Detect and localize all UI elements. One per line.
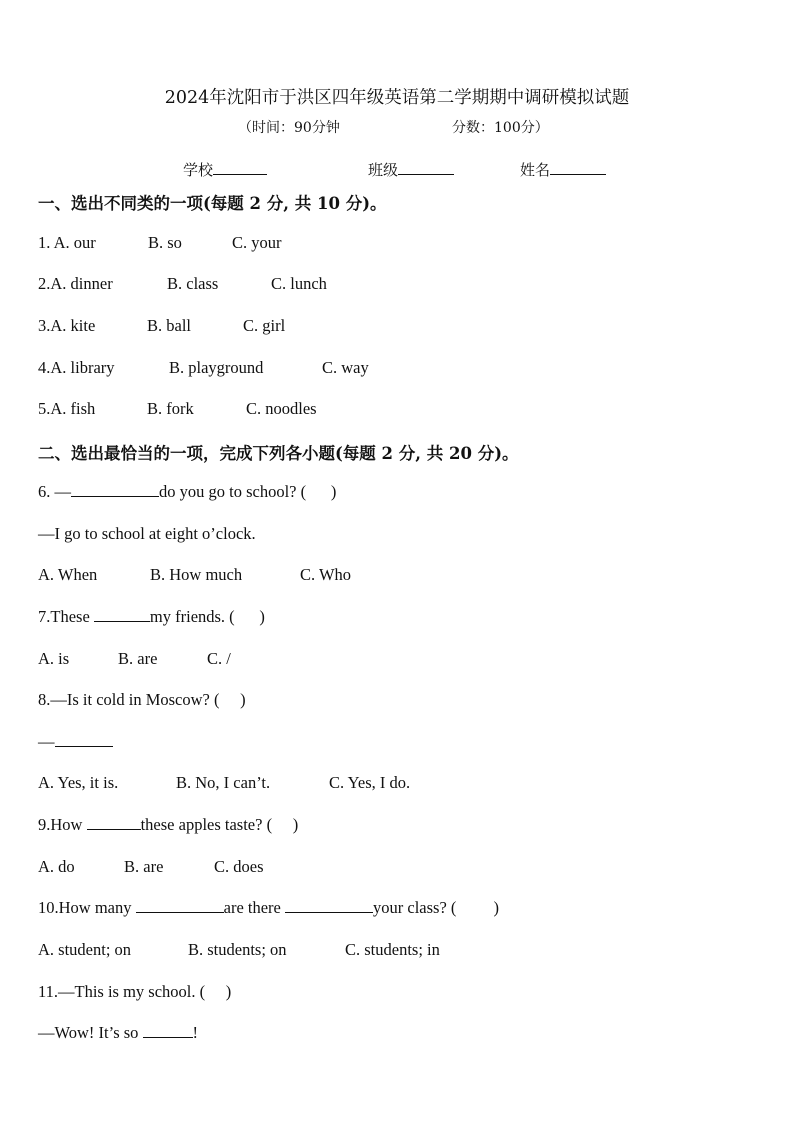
name-blank	[550, 160, 606, 175]
q3-b: B. ball	[147, 316, 191, 335]
q9-blank	[87, 815, 141, 830]
q8-b: B. No, I can’t.	[176, 773, 271, 792]
q2-b: B. class	[167, 274, 219, 293]
q4-c: C. way	[322, 358, 369, 377]
q8-c: C. Yes, I do.	[329, 773, 411, 792]
q7-pre: 7.These	[38, 607, 94, 626]
q5-c: C. noodles	[246, 399, 317, 418]
q1-c: C. your	[232, 233, 282, 252]
q8-question: 8.—Is it cold in Moscow? ( )	[38, 690, 246, 709]
q9-pre: 9.How	[38, 815, 87, 834]
name-field	[520, 159, 606, 180]
q11-pre: —Wow! It’s so	[38, 1023, 143, 1042]
class-field	[368, 159, 454, 180]
q11-question: 11.—This is my school. ( )	[38, 982, 232, 1001]
q6-answer: —I go to school at eight o’clock.	[38, 524, 256, 543]
class-label: 班级	[368, 161, 399, 179]
q9-c: C. does	[214, 857, 264, 876]
q5-b: B. fork	[147, 399, 194, 418]
q5-a: 5.A. fish	[38, 399, 96, 418]
q6-c: C. Who	[300, 565, 352, 584]
school-label: 学校	[183, 161, 214, 179]
q2-a: 2.A. dinner	[38, 274, 113, 293]
q7-b: B. are	[118, 649, 158, 668]
q10-pre: 10.How many	[38, 898, 136, 917]
q8-dash: —	[38, 732, 55, 751]
q4-b: B. playground	[169, 358, 264, 377]
q11-post: !	[192, 1023, 199, 1042]
q10-blank-1	[136, 898, 224, 913]
class-blank	[398, 160, 454, 175]
q8-answer-line	[38, 732, 113, 752]
q1-b: B. so	[148, 233, 182, 252]
exam-time: （时间：90分钟	[238, 120, 340, 136]
q8-blank	[55, 732, 113, 747]
q10-blank-2	[285, 898, 373, 913]
page-title: 2024年沈阳市于洪区四年级英语第二学期期中调研模拟试题	[164, 88, 630, 108]
section2-heading: 二、选出最恰当的一项，完成下列各小题(每题 2 分, 共 20 分)。	[38, 444, 519, 463]
exam-score: 分数：100分）	[452, 120, 549, 136]
q10-a: A. student; on	[38, 940, 132, 959]
q9-b: B. are	[124, 857, 164, 876]
name-label: 姓名	[520, 161, 551, 179]
q4-a: 4.A. library	[38, 358, 115, 377]
q6-a: A. When	[38, 565, 98, 584]
q10-c: C. students; in	[345, 940, 440, 959]
q10-mid: are there	[223, 898, 285, 917]
q6-blank	[71, 482, 159, 497]
q6-b: B. How much	[150, 565, 243, 584]
q10-b: B. students; on	[188, 940, 287, 959]
q7-a: A. is	[38, 649, 70, 668]
q8-a: A. Yes, it is.	[38, 773, 119, 792]
section1-heading: 一、选出不同类的一项(每题 2 分, 共 10 分)。	[38, 194, 387, 213]
q1-a: 1. A. our	[38, 233, 96, 252]
q6-pre: 6. —	[38, 482, 71, 501]
q10-question	[38, 898, 499, 918]
q7-post: my friends. ( )	[149, 607, 265, 626]
q9-question	[38, 815, 298, 835]
q3-c: C. girl	[243, 316, 286, 335]
q6-question	[38, 482, 336, 502]
q10-post: your class? ( )	[373, 898, 500, 917]
q9-post: these apples taste? ( )	[140, 815, 299, 834]
q2-c: C. lunch	[271, 274, 327, 293]
q7-c: C. /	[207, 649, 231, 668]
school-field	[183, 159, 267, 180]
q11-blank	[143, 1023, 193, 1038]
q7-blank	[94, 607, 150, 622]
school-blank	[213, 160, 267, 175]
q9-a: A. do	[38, 857, 75, 876]
q6-post: do you go to school? ( )	[159, 482, 337, 501]
q3-a: 3.A. kite	[38, 316, 96, 335]
q11-answer-line	[38, 1023, 198, 1043]
q7-question	[38, 607, 265, 627]
